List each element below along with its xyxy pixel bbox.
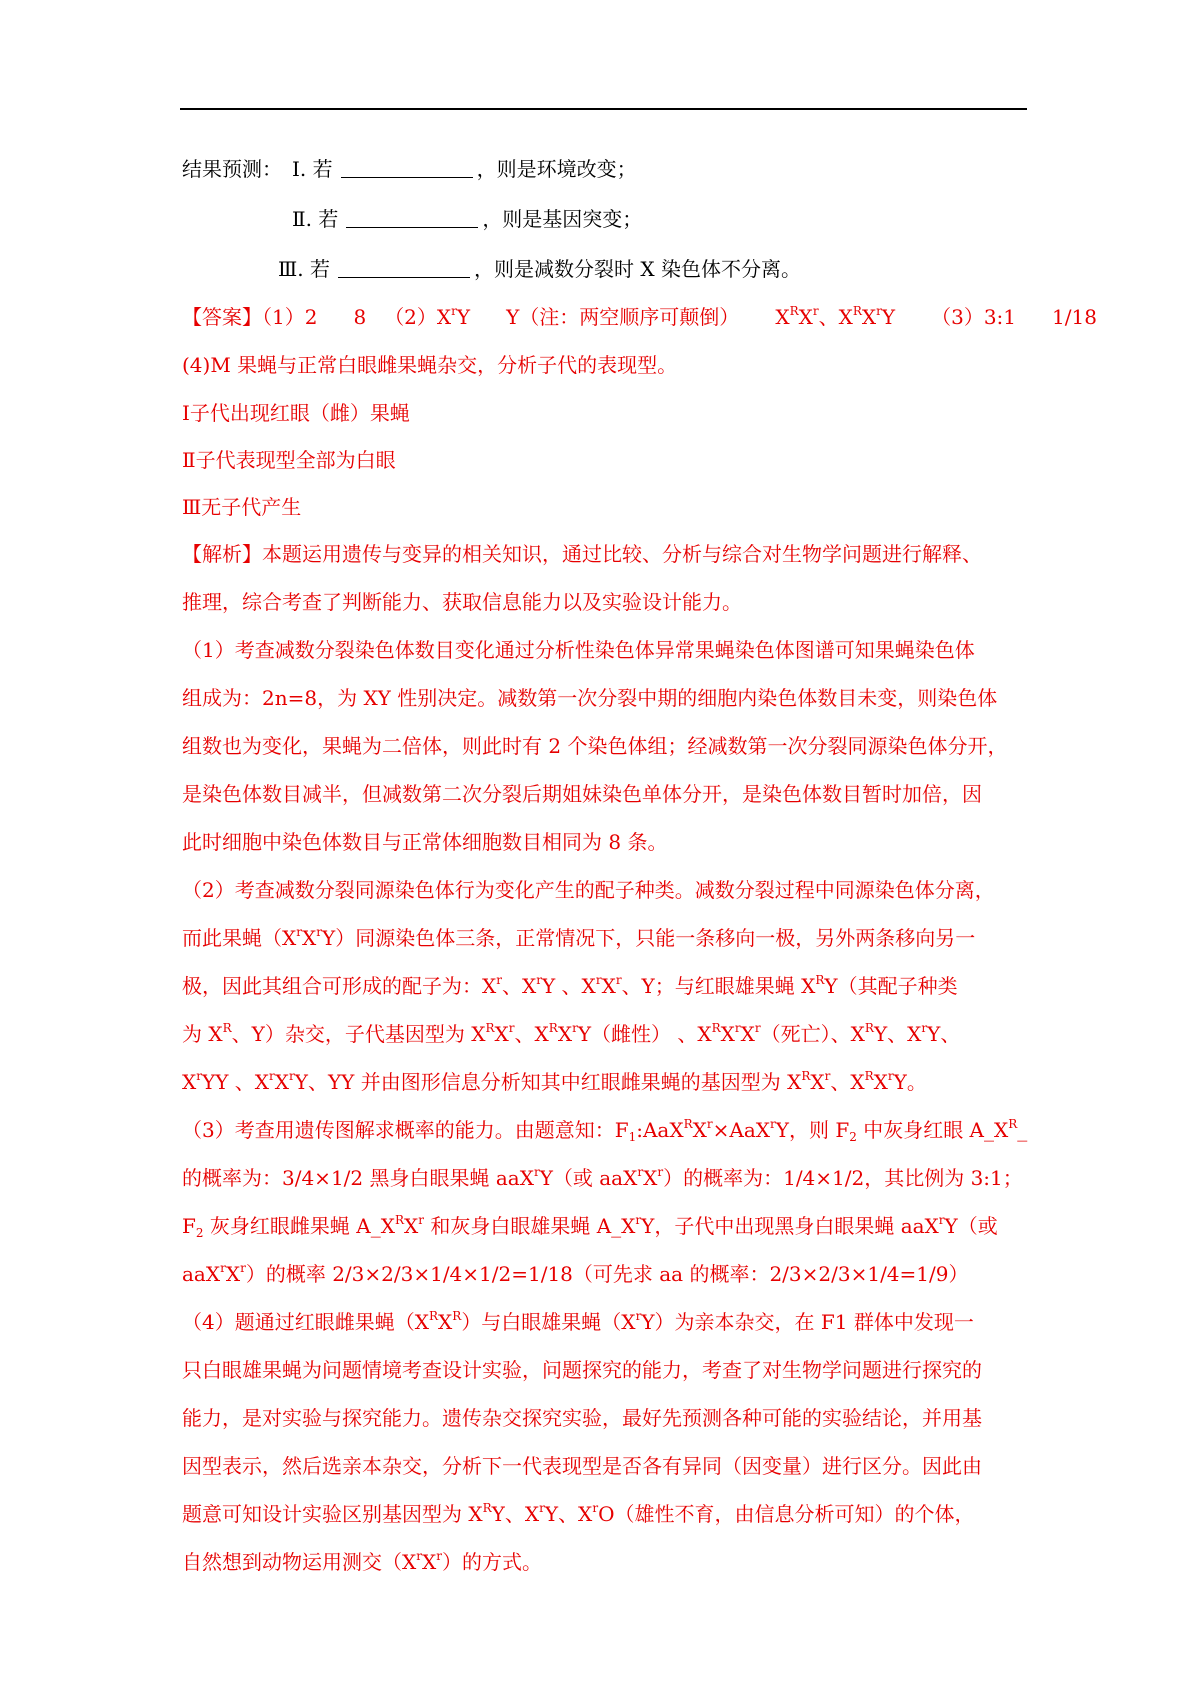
superscript: r: [451, 304, 457, 318]
analysis-tag: 【解析】: [182, 542, 262, 566]
prediction-text: ，则是基因突变；: [482, 207, 643, 231]
analysis-s3-line-2: 的概率为：3/4×1/2 黑身白眼果蝇 aaX$^r$Y（或 $aaX^rX^r$）的概率为：1/4×1/2，其比例为 3:1；: [182, 1165, 1023, 1190]
superscript: r: [812, 304, 819, 318]
analysis-s1-line-5: 此时细胞中染色体数目与正常体细胞数目相同为 8 条。: [182, 830, 668, 854]
if-word: 若: [318, 207, 339, 231]
analysis-s4-line-3: 能力，是对实验与探究能力。遗传杂交探究实验，最好先预测各种可能的实验结论，并用基: [182, 1406, 982, 1430]
if-word: 若: [310, 257, 331, 281]
analysis-s3-line-4: $aaX^rX^r$）的概率 2/3×2/3×1/4×1/2=1/18（可先求 aa 的概率：2/3×2/3×1/4=1/9）: [182, 1261, 969, 1286]
answer-text: Y: [881, 305, 896, 329]
analysis-s4-line-4: 因型表示，然后选亲本杂交，分析下一代表现型是否各有异同（因变量）进行区分。因此由: [182, 1454, 982, 1478]
analysis-s2-line-2: 而此果蝇$(X^rX^rY)$同源染色体三条，正常情况下，只能一条移向一极，另外两条移向另一: [182, 925, 976, 950]
answer-result-1: Ⅰ子代出现红眼（雌）果蝇: [182, 401, 410, 425]
prediction-text: ，则是减数分裂时 X 染色体不分离。: [474, 257, 801, 281]
superscript: R: [852, 304, 862, 318]
answer-tag: 【答案】: [182, 305, 262, 329]
prediction-line-1: [182, 156, 1032, 182]
analysis-s1-line-2: 组成为：2n=8，为 XY 性别决定。减数第一次分裂中期的细胞内染色体数目未变，则染色体: [182, 686, 998, 710]
answer-text: X: [861, 305, 877, 329]
analysis-s4-line-1: （4）题通过红眼雌果蝇$(X^RX^R)$与白眼雄果蝇$(X^rY)$为亲本杂交，在 F1 群体中发现一: [182, 1309, 974, 1334]
prediction-line-3: [278, 256, 1128, 282]
answer-blank-1[interactable]: [341, 157, 473, 178]
analysis-s3-line-3: $F_2$ 灰身红眼雌果蝇 $A\_X^RX^r$ 和灰身白眼雄果蝇 $A\_X^rY$，子代中出现黑身白眼果蝇 aaX$^r$Y（或: [182, 1213, 998, 1240]
answer-line-2: (4)M 果蝇与正常白眼雌果蝇杂交，分析子代的表现型。: [182, 353, 678, 377]
analysis-s3-line-1: （3）考查用遗传图解求概率的能力。由题意知：$F_1:AaX^RX^r\times AaX^rY$，则 $F_2$ 中灰身红眼 $A\_X^R\_$: [182, 1117, 1028, 1144]
superscript: r: [876, 304, 882, 318]
answer-text: 、X: [818, 305, 853, 329]
item-number: Ⅰ.: [292, 157, 307, 181]
item-number: Ⅲ.: [278, 257, 304, 281]
answer-text: Y（注：两空顺序可颠倒）: [506, 305, 740, 329]
answer-text: Y: [456, 305, 471, 329]
answer-text: （2）X: [384, 305, 452, 329]
analysis-s4-line-5: 题意可知设计实验区别基因型为 $X^RY$、$X^rY$、$X^rO$（雄性不育，由信息分析可知）的个体，: [182, 1501, 975, 1526]
prediction-label: 结果预测：: [182, 157, 282, 181]
answer-text: （1）2: [262, 305, 318, 329]
answer-text: X: [798, 305, 813, 329]
prediction-text: ，则是环境改变；: [476, 157, 637, 181]
analysis-s4-line-6: 自然想到动物运用测交$(X^rX^r)$的方式。: [182, 1549, 542, 1574]
analysis-s2-line-5: $X^rYY$ 、$X^rX^rY$、YY 并由图形信息分析知其中红眼雌果蝇的基因型为 $X^RX^r$、$X^RX^rY$。: [182, 1069, 927, 1094]
answer-blank-3[interactable]: [338, 257, 470, 278]
item-number: Ⅱ.: [292, 207, 312, 231]
analysis-s2-line-4: 为 $X^R$、Y）杂交，子代基因型为 $X^RX^r$、$X^RX^rY$（雌性） 、$X^RX^rX^r$（死亡）、$X^RY$、$X^rY$、: [182, 1021, 961, 1046]
analysis-s2-line-1: （2）考查减数分裂同源染色体行为变化产生的配子种类。减数分裂过程中同源染色体分离，: [182, 878, 995, 902]
answer-line-1: [182, 304, 1097, 330]
superscript: R: [789, 304, 799, 318]
prediction-line-2: [292, 206, 1142, 232]
analysis-s1-line-1: （1）考查减数分裂染色体数目变化通过分析性染色体异常果蝇染色体图谱可知果蝇染色体: [182, 638, 975, 662]
answer-text: 8: [353, 305, 367, 329]
answer-result-3: Ⅲ无子代产生: [182, 495, 302, 519]
analysis-text: 本题运用遗传与变异的相关知识，通过比较、分析与综合对生物学问题进行解释、: [262, 542, 982, 566]
answer-text: X: [775, 305, 790, 329]
analysis-s2-line-3: 极，因此其组合可形成的配子为：$X^r$、$X^rY$ 、$X^rX^r$、Y；与红眼雄果蝇 $X^RY$（其配子种类: [182, 973, 958, 998]
answer-text: （3）3:1: [931, 305, 1017, 329]
analysis-s1-line-4: 是染色体数目减半，但减数第二次分裂后期姐妹染色单体分开，是染色体数目暂时加倍，因: [182, 782, 982, 806]
answer-result-2: Ⅱ子代表现型全部为白眼: [182, 448, 396, 472]
answer-blank-2[interactable]: [346, 207, 478, 228]
if-word: 若: [312, 157, 333, 181]
header-rule: [180, 108, 1027, 110]
analysis-line-1: [182, 541, 1032, 567]
answer-text: 1/18: [1052, 305, 1097, 329]
analysis-s1-line-3: 组数也为变化，果蝇为二倍体，则此时有 2 个染色体组；经减数第一次分裂同源染色体分开，: [182, 734, 1008, 758]
analysis-s4-line-2: 只白眼雄果蝇为问题情境考查设计实验，问题探究的能力，考查了对生物学问题进行探究的: [182, 1358, 982, 1382]
analysis-line-2: 推理，综合考查了判断能力、获取信息能力以及实验设计能力。: [182, 590, 742, 614]
